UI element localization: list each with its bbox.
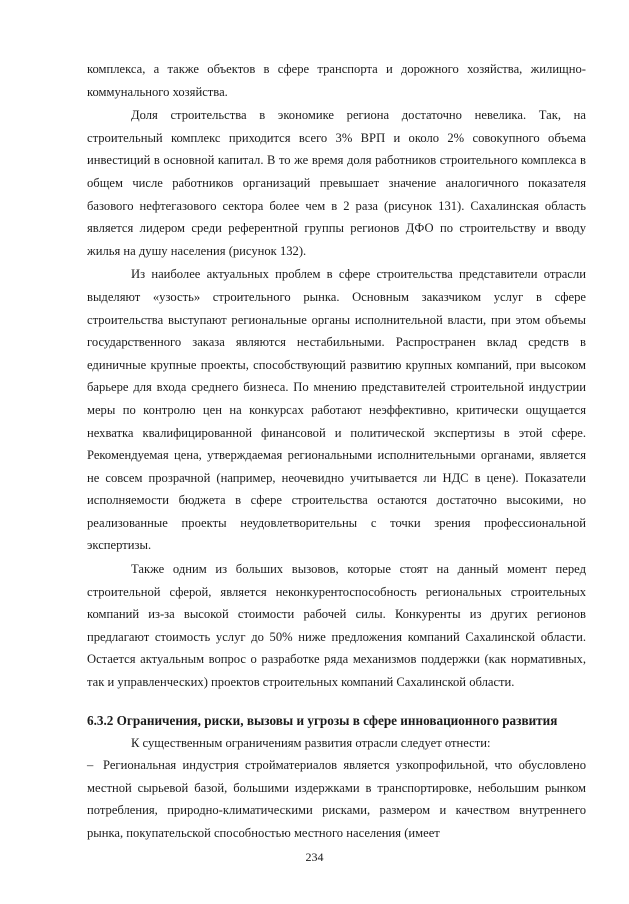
paragraph-continuation: комплекса, а также объектов в сфере транспорта и дорожного хозяйства, жилищно-коммунального хозяйства. — [87, 62, 586, 99]
paragraph-competitiveness: Также одним из больших вызовов, которые стоят на данный момент перед строительной сферой, является неконкурентоспособность региональных строительных компаний из-за высокой стоимости рабочей силы. Конкуренты из других регионов предлагают стоимость услуг до 50% ниже предложения компаний Сахалинской области. Остается актуальным вопрос о разработке ряда механизмов поддержки (как нормативных, так и управленческих) проектов строительных компаний Сахалинской области. — [87, 562, 586, 690]
page-number: 234 — [305, 850, 324, 864]
list-marker: – — [87, 758, 94, 773]
section-heading: 6.3.2 Ограничения, риски, вызовы и угрозы в сфере инновационного развития — [87, 712, 558, 728]
list-item-text: Региональная индустрия стройматериалов является узкопрофильной, что обусловлено местной сырьевой базой, большими издержками в транспортировке, небольшим рынком потребления, природно-климатическими рисками, размером и качеством внутреннего рынка, покупательской способностью местного населения (имеет — [87, 758, 586, 840]
section-intro: К существенным ограничениям развития отрасли следует отнести: — [131, 735, 491, 750]
paragraph-construction-share: Доля строительства в экономике региона достаточно невелика. Так, на строительный комплекс приходится всего 3% ВРП и около 2% совокупного объема инвестиций в основной капитал. В то же время доля работников строительного комплекса в общем числе работников организаций превышает значение аналогичного показателя базового нефтегазового сектора более чем в 2 раза (рисунок 131). Сахалинская область является лидером среди референтной группы регионов ДФО по строительству и вводу жилья на душу населения (рисунок 132). — [87, 108, 586, 258]
list-item — [87, 754, 586, 844]
paragraph-construction-problems: Из наиболее актуальных проблем в сфере строительства представители отрасли выделяют «узость» строительного рынка. Основным заказчиком услуг в сфере строительства выступают региональные органы исполнительной власти, при этом объемы государственного заказа являются нестабильными. Распространен вклад средств в единичные крупные проекты, способствующий развитию крупных компаний, при высоком барьере для входа среднего бизнеса. По мнению представителей строительной индустрии меры по контролю цен на конкурсах работают неэффективно, критически ощущается нехватка квалифицированной финансовой и политической экспертизы в этой сфере. Рекомендуемая цена, утверждаемая региональными исполнительными органами, является не совсем прозрачной (например, неочевидно учитывается ли НДС в цене). Показатели исполняемости бюджета в сфере строительства остаются достаточно высокими, но реализованные проекты неудовлетворительны с точки зрения профессиональной экспертизы. — [87, 267, 586, 553]
page-body — [87, 58, 586, 845]
